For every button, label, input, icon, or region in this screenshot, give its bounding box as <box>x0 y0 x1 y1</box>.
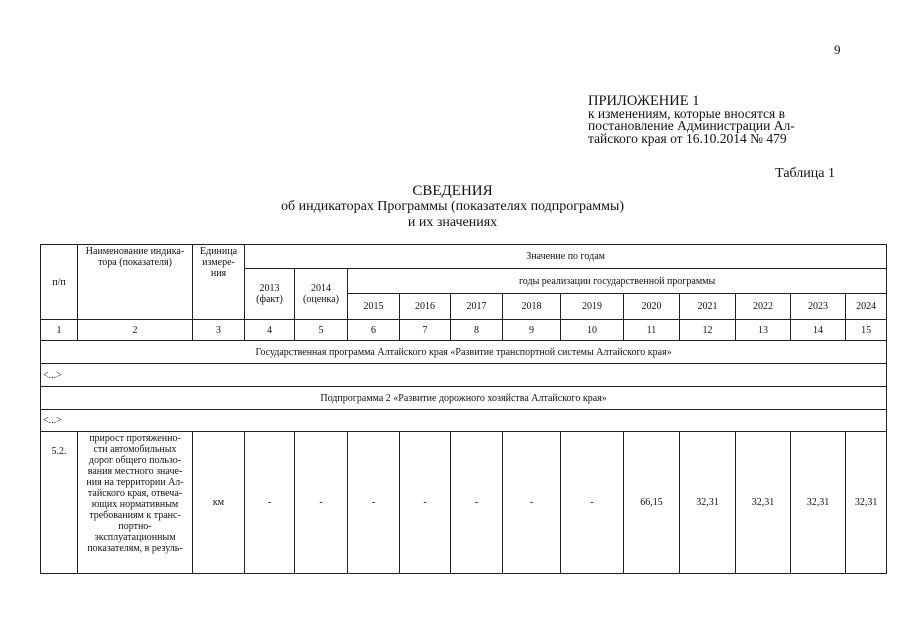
indicator-name-line: ющих нормативным <box>91 499 179 510</box>
row-value: - <box>503 432 561 574</box>
ellipsis-row: <...> <box>41 410 887 432</box>
appendix-line: к изменениям, которые вносятся в <box>588 105 786 121</box>
indicator-name-line: дорог общего пользо- <box>88 455 182 466</box>
indicator-name-line: эксплуатационным <box>94 532 176 543</box>
header-year: 2015 <box>348 294 400 320</box>
indicator-name-line: прирост протяженно- <box>89 433 181 444</box>
column-number: 15 <box>846 320 887 341</box>
header-year-2013: 2013 (факт) <box>245 269 295 320</box>
column-number: 14 <box>791 320 846 341</box>
indicator-name-line: портно- <box>118 521 152 532</box>
column-number: 7 <box>400 320 451 341</box>
row-unit: км <box>193 432 245 574</box>
table-row <box>41 432 887 574</box>
title-line-3: и их значениях <box>407 215 498 230</box>
indicator-name-line: ния на территории Ал- <box>86 477 184 488</box>
header-year: 2016 <box>400 294 451 320</box>
header-year: 2021 <box>680 294 736 320</box>
column-number: 12 <box>680 320 736 341</box>
appendix-line: постановление Администрации Ал- <box>588 118 795 133</box>
header-year: 2023 <box>791 294 846 320</box>
document-title <box>0 183 905 231</box>
indicator-name-line: требованиям к транс- <box>89 510 181 521</box>
row-value: - <box>245 432 295 574</box>
header-name: Наименование индика-тора (показателя) <box>78 245 193 320</box>
header-values-by-year: Значение по годам <box>245 245 887 269</box>
row-value: 32,31 <box>736 432 791 574</box>
indicator-name-line: сти автомобильных <box>93 444 177 455</box>
appendix-block <box>588 95 795 145</box>
row-value: 32,31 <box>680 432 736 574</box>
header-year-2014: 2014 (оценка) <box>295 269 348 320</box>
header-unit: Единица измере-ния <box>193 245 245 320</box>
row-value: - <box>561 432 624 574</box>
appendix-heading: ПРИЛОЖЕНИЕ 1 <box>588 93 700 109</box>
section-program: Государственная программа Алтайского края «Развитие транспортной системы Алтайского края» <box>41 341 887 364</box>
column-number: 6 <box>348 320 400 341</box>
appendix-line: тайского края от 16.10.2014 № 479 <box>588 130 787 146</box>
row-value: 32,31 <box>791 432 846 574</box>
row-value: - <box>400 432 451 574</box>
header-year: 2020 <box>624 294 680 320</box>
column-number: 8 <box>451 320 503 341</box>
indicator-name-line: тайского края, отвеча- <box>87 488 183 499</box>
column-number: 11 <box>624 320 680 341</box>
column-number: 10 <box>561 320 624 341</box>
row-value: - <box>295 432 348 574</box>
column-number: 5 <box>295 320 348 341</box>
header-year: 2018 <box>503 294 561 320</box>
header-year: 2024 <box>846 294 887 320</box>
row-value: - <box>348 432 400 574</box>
column-number: 4 <box>245 320 295 341</box>
header-year: 2019 <box>561 294 624 320</box>
page-number: 9 <box>834 42 841 57</box>
header-year: 2022 <box>736 294 791 320</box>
row-indicator-name <box>78 432 193 574</box>
row-value: - <box>451 432 503 574</box>
column-number: 3 <box>193 320 245 341</box>
column-number: 9 <box>503 320 561 341</box>
section-subprogram: Подпрограмма 2 «Развитие дорожного хозяйства Алтайского края» <box>41 387 887 410</box>
row-number: 5.2. <box>41 432 78 574</box>
header-num: п/п <box>41 245 78 320</box>
table-label: Таблица 1 <box>775 166 835 181</box>
indicator-name-line: вания местного значе- <box>87 466 183 477</box>
header-program-years: годы реализации государственной программы <box>348 269 887 294</box>
column-number: 13 <box>736 320 791 341</box>
column-number: 1 <box>41 320 78 341</box>
row-value: 32,31 <box>846 432 887 574</box>
title-line-2: об индикаторах Программы (показателях подпрограммы) <box>280 199 625 214</box>
indicators-table <box>40 244 887 574</box>
indicator-name-line: показателям, в резуль- <box>87 543 183 554</box>
header-year: 2017 <box>451 294 503 320</box>
title-line-1: СВЕДЕНИЯ <box>412 183 493 199</box>
row-value: 66,15 <box>624 432 680 574</box>
column-number: 2 <box>78 320 193 341</box>
ellipsis-row: <...> <box>41 364 887 387</box>
